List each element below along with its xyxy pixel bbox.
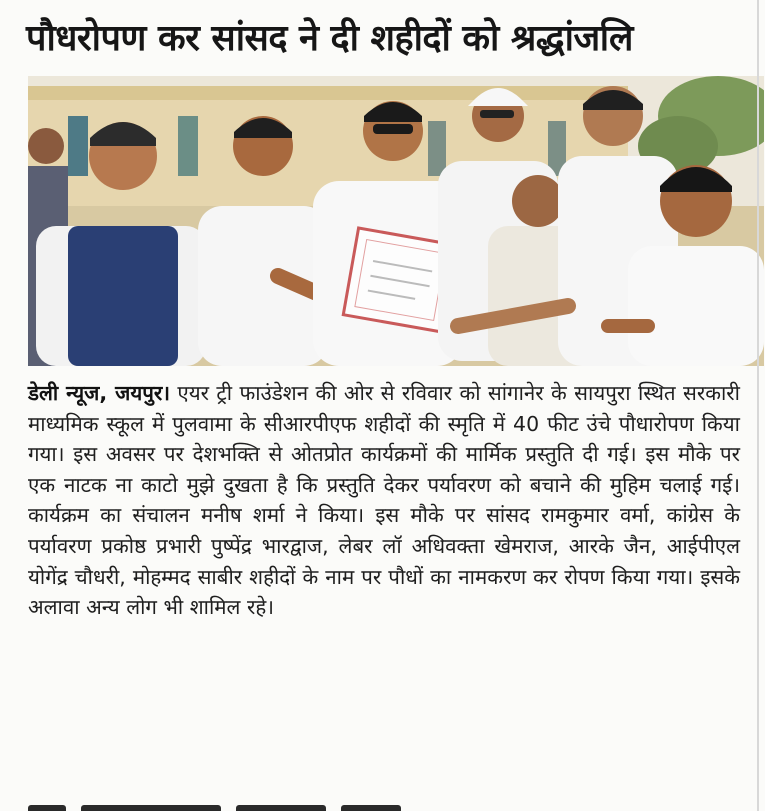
headline: पौधरोपण कर सांसद ने दी शहीदों को श्रद्धांजलि: [26, 18, 633, 59]
cutoff-glyph: [28, 805, 66, 811]
article-text: एयर ट्री फाउंडेशन की ओर से रविवार को सांगानेर के सायपुरा स्थित सरकारी माध्यमिक स्कूल में पुलवामा के सीआरपीएफ शहीदों की स्मृति में 40 फीट उंचे पौधारोपण किया गया। इस अवसर पर देशभक्ति से ओतप्रोत कार्यक्रमों की मार्मिक प्रस्तुति दी गई। इस मौके पर एक नाटक ना काटो मुझे दुखता है कि प्रस्तुति देकर पर्यावरण को बचाने की मुहिम चलाई गई। कार्यक्रम का संचालन मनीष शर्मा ने किया। इस मौके पर सांसद रामकुमार वर्मा, कांग्रेस के पर्यावरण प्रकोष्ठ प्रभारी पुष्पेंद्र भारद्वाज, लेबर लॉ अधिवक्ता खेमराज, आरके जैन, आईपीएल योगेंद्र चौधरी, मोहम्मद साबीर शहीदों के नाम पर पौधों का नामकरण कर रोपण किया गया। इसके अलावा अन्य लोग भी शामिल रहे।: [28, 381, 740, 620]
column-rule: [757, 0, 759, 811]
dateline: डेली न्यूज, जयपुर।: [28, 381, 171, 405]
news-photo: [28, 76, 764, 366]
next-article-cutoff: [28, 796, 740, 811]
group-photo-certificate-icon: [28, 76, 764, 366]
cutoff-glyph: [236, 805, 326, 811]
cutoff-glyph: [81, 805, 221, 811]
cutoff-glyph: [341, 805, 401, 811]
article-body: [28, 378, 740, 623]
